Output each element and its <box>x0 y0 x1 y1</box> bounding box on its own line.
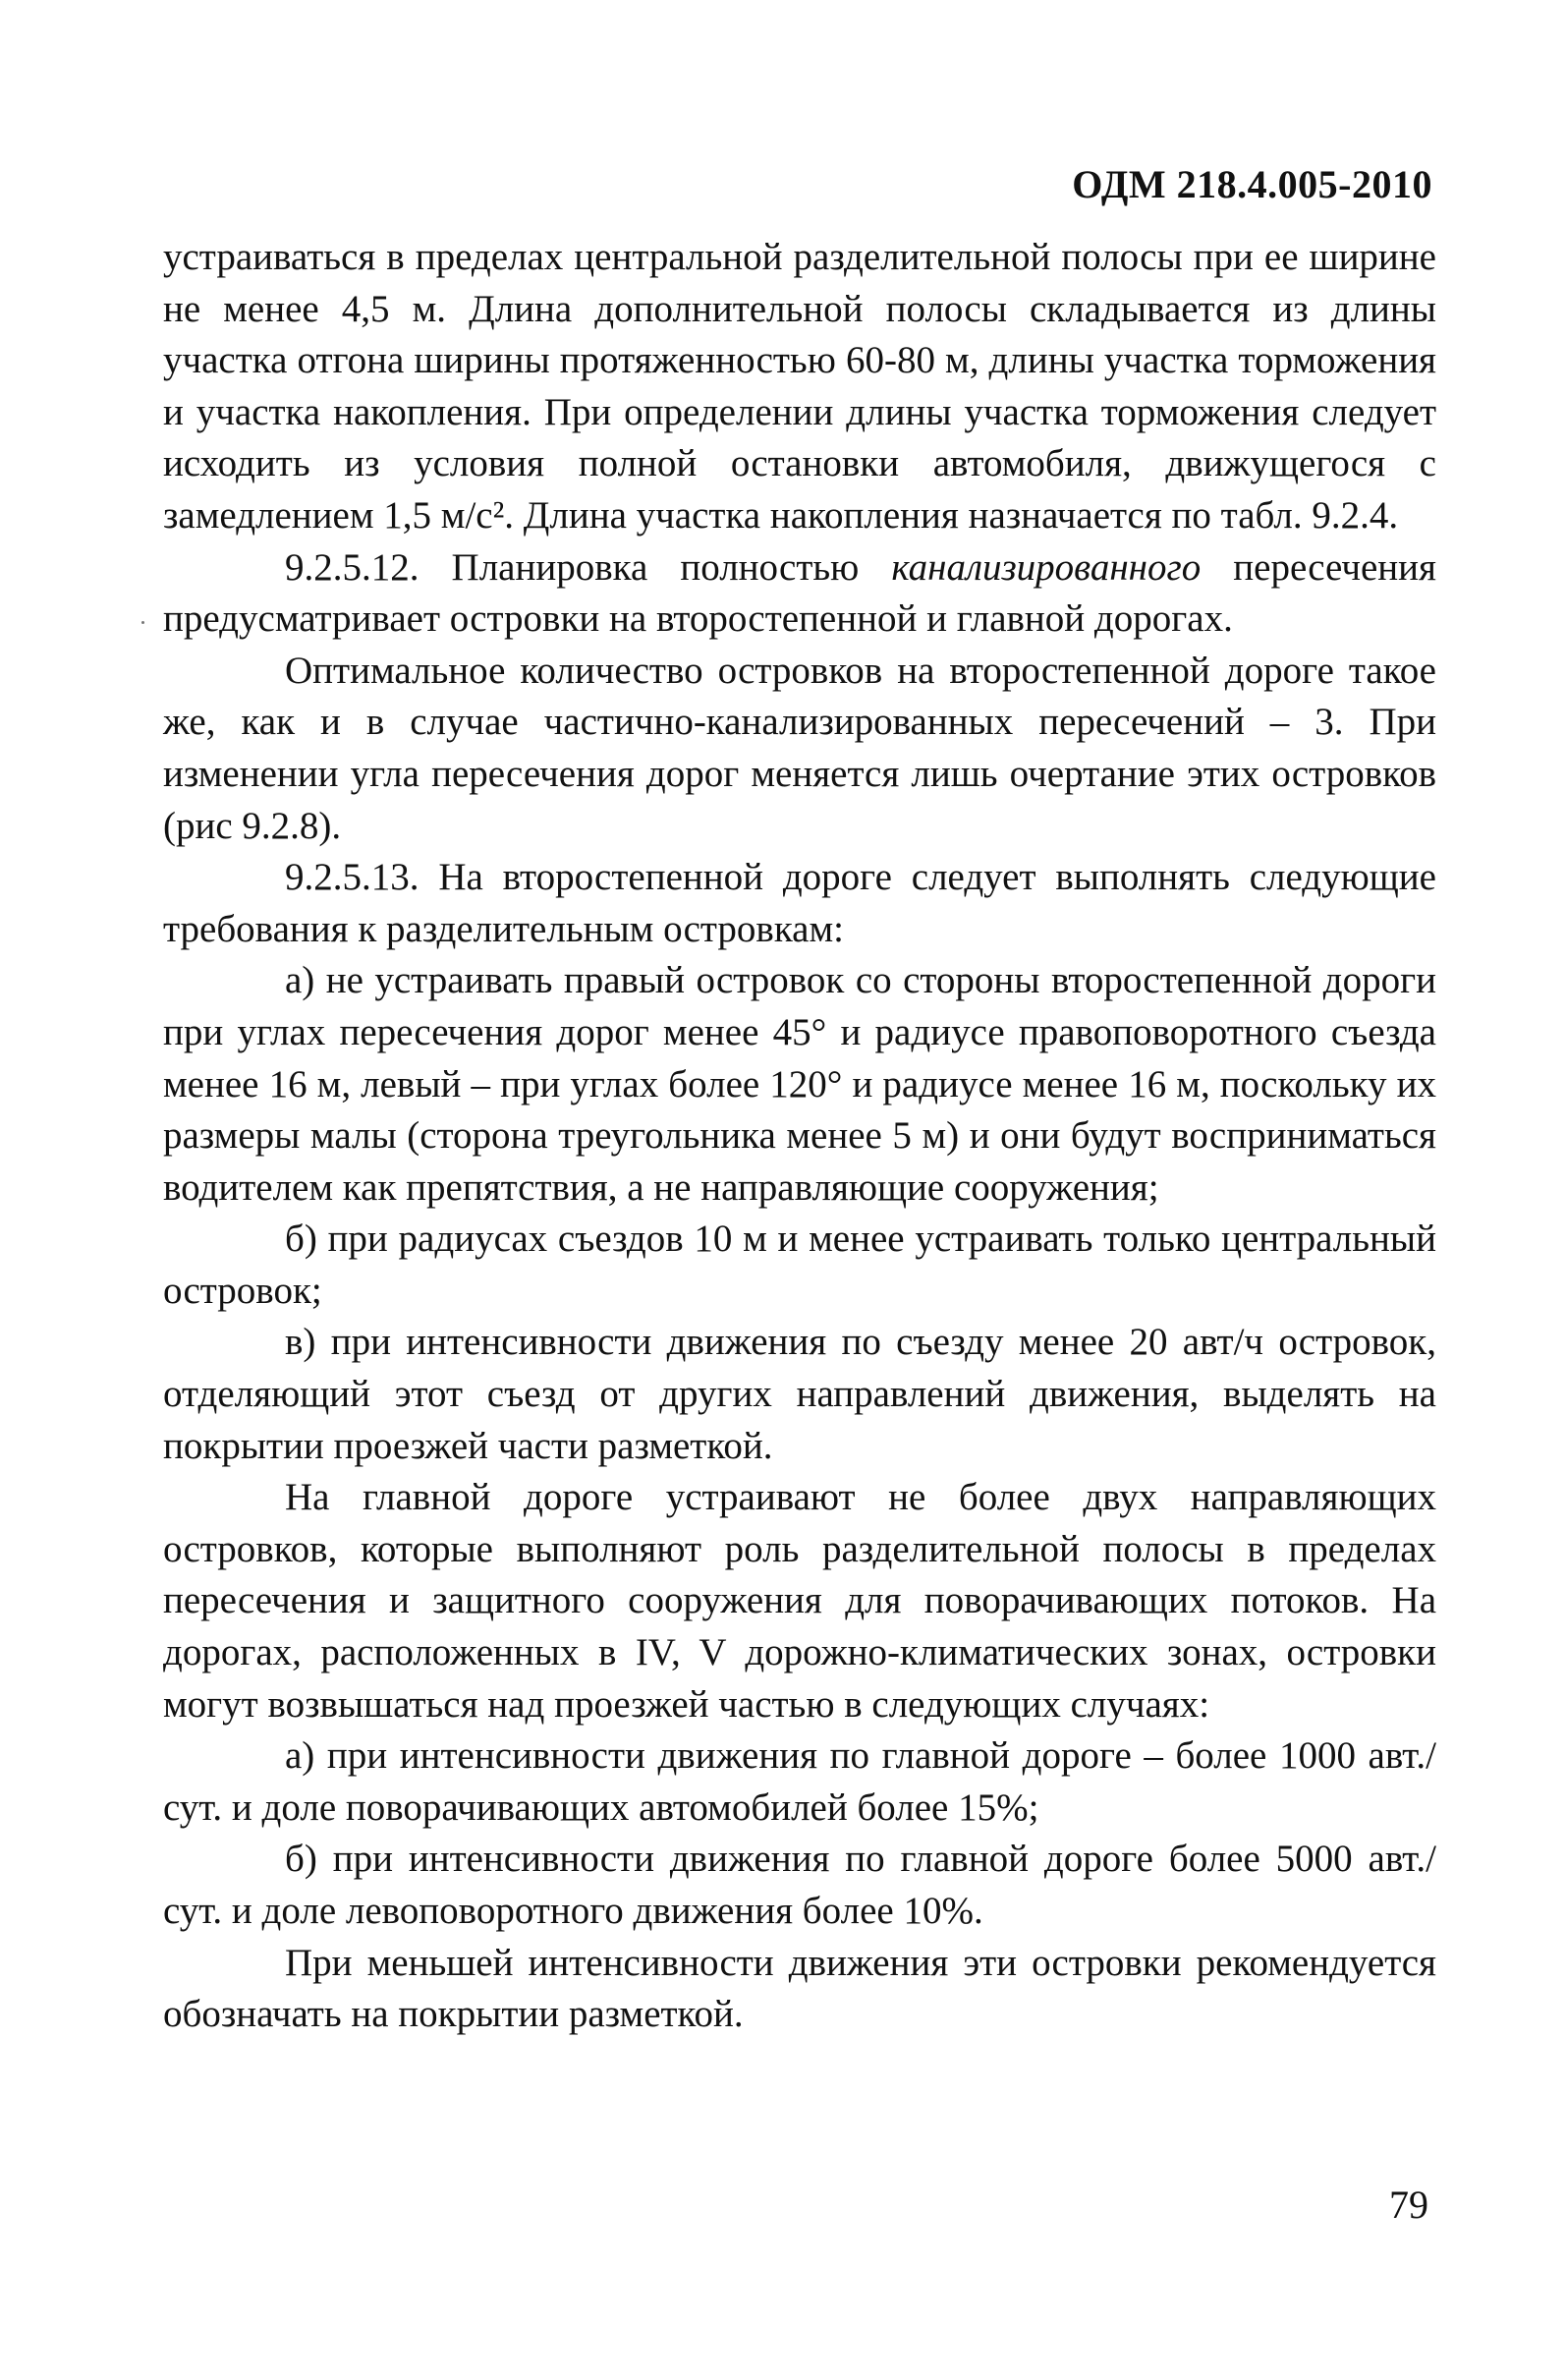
italic-term: канализированного <box>891 545 1202 589</box>
list-item-v: в) при интенсивности движения по съезду менее 20 авт/ч островок, отделяющий этот съезд от других направлений движения, выделять на покрытии проезжей части разметкой. <box>163 1321 1436 1467</box>
list-item-a-main: а) при интенсивности движения по главной дороге – более 1000 авт./сут. и доле поворачивающих автомобилей более 15%; <box>163 1734 1436 1829</box>
paragraph-main-road: На главной дороге устраивают не более двух направляющих островков, которые выполняют роль разделительной полосы в пределах пересечения и защитного сооружения для поворачивающих потоков. На дорогах, расположенных в IV, V дорожно-климатических зонах, островки могут возвышаться над проезжей частью в следующих случаях: <box>163 1476 1436 1726</box>
list-item-b: б) при радиусах съездов 10 м и менее устраивать только центральный островок; <box>163 1218 1436 1312</box>
paragraph-continuation: устраиваться в пределах центральной разделительной полосы при ее ширине не менее 4,5 м. Длина дополнительной полосы складывается из длины участка отгона ширины протяженностью 60-80 м, длины участка торможения и участка накопления. При определении длины участка торможения следует исходить из условия полной остановки автомобиля, движущегося с замедлением 1,5 м/с². Длина участка накопления назначается по табл. 9.2.4. <box>163 236 1436 537</box>
page-body <box>163 232 1436 2041</box>
paragraph-optimal-count: Оптимальное количество островков на второстепенной дороге такое же, как и в случае частично-канализированных пересечений – 3. При изменении угла пересечения дорог меняется лишь очертание этих островков (рис 9.2.8). <box>163 649 1436 847</box>
paragraph-closing: При меньшей интенсивности движения эти островки рекомендуется обозначать на покрытии разметкой. <box>163 1941 1436 2036</box>
paragraph-9-2-5-12 <box>163 542 1436 646</box>
list-item-b-main: б) при интенсивности движения по главной дороге более 5000 авт./сут. и доле левоповоротного движения более 10%. <box>163 1838 1436 1932</box>
list-item-a: а) не устраивать правый островок со стороны второстепенной дороги при углах пересечения дорог менее 45° и радиусе правоповоротного съезда менее 16 м, левый – при углах более 120° и радиусе менее 16 м, поскольку их размеры малы (сторона треугольника менее 5 м) и они будут восприниматься водителем как препятствия, а не направляющие сооружения; <box>163 959 1436 1209</box>
scan-speck <box>141 621 144 624</box>
paragraph-9-2-5-12-end: пересечения предусматривает островки на второстепенной и главной дорогах. <box>163 545 1436 641</box>
paragraph-9-2-5-13: 9.2.5.13. На второстепенной дороге следует выполнять следующие требования к разделительным островкам: <box>163 856 1436 950</box>
page-number: 79 <box>1389 2182 1428 2227</box>
paragraph-9-2-5-12-start: 9.2.5.12. Планировка полностью <box>285 545 892 589</box>
document-code: ОДМ 218.4.005-2010 <box>1072 162 1432 206</box>
